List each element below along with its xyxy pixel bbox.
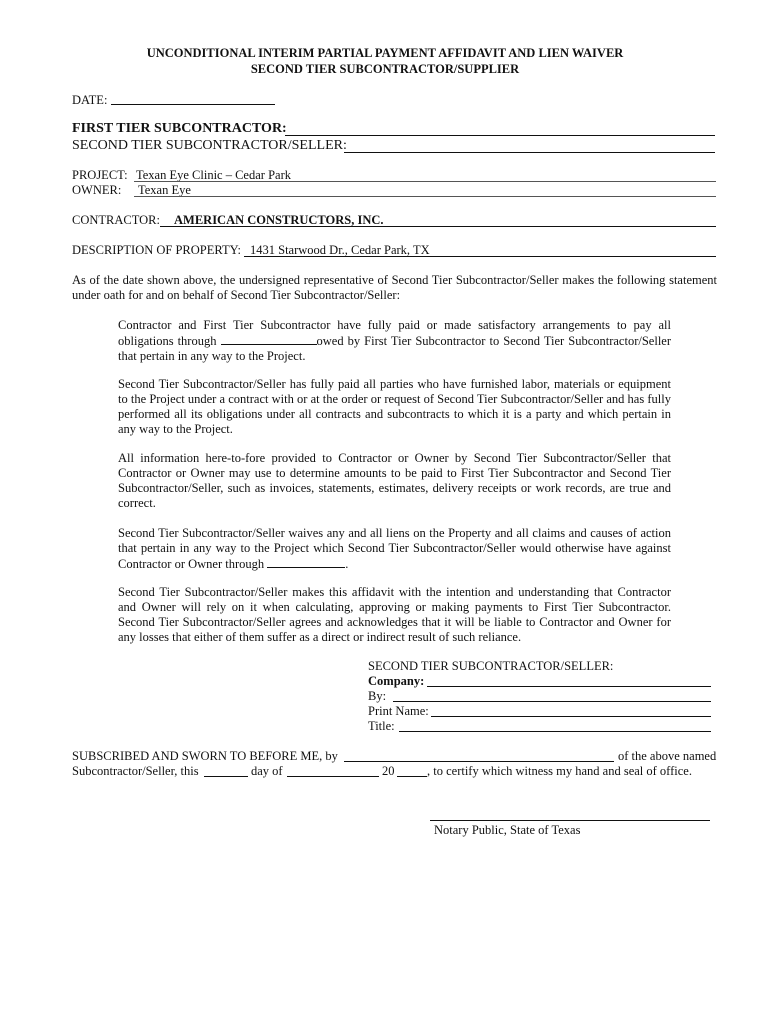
waiver-date-blank[interactable] xyxy=(267,556,345,568)
paragraph-parties-paid: Second Tier Subcontractor/Seller has fully paid all parties who have furnished labor, materials or equipment to the Project under a contract with or at the order or request of Second Tier Subcontractor/Seller and has fully performed all its obligations under all contracts and subcontracts to which it is a party and which pertain in any way to the Project. xyxy=(118,377,671,436)
second-tier-label: SECOND TIER SUBCONTRACTOR/SELLER: xyxy=(72,138,347,153)
date-field[interactable] xyxy=(111,104,275,105)
day-field[interactable] xyxy=(204,776,248,777)
contractor-label: CONTRACTOR: xyxy=(72,213,160,227)
contractor-value: AMERICAN CONSTRUCTORS, INC. xyxy=(174,213,384,227)
document-title: UNCONDITIONAL INTERIM PARTIAL PAYMENT AFFIDAVIT AND LIEN WAIVER xyxy=(146,46,624,60)
print-name-field[interactable] xyxy=(431,716,711,717)
intro-paragraph: As of the date shown above, the undersigned representative of Second Tier Subcontractor/Seller makes the following statement under oath for and on behalf of Second Tier Subcontractor/Seller: xyxy=(72,273,717,302)
sworn-line2-end: , to certify which witness my hand and seal of office. xyxy=(427,764,692,778)
title-field[interactable] xyxy=(399,731,711,732)
month-field[interactable] xyxy=(287,776,379,777)
paragraph-information: All information here-to-fore provided to Contractor or Owner by Second Tier Subcontractor/Seller that Contractor or Owner may use to determine amounts to be paid to First Tier Subcontractor and Second Tier Subcontractor/Seller, such as invoices, statements, estimates, delivery receipts or work records, are true and correct. xyxy=(118,451,671,510)
property-value: 1431 Starwood Dr., Cedar Park, TX xyxy=(250,243,430,257)
by-field[interactable] xyxy=(393,701,711,702)
paragraph-reliance: Second Tier Subcontractor/Seller makes this affidavit with the intention and understanding that Contractor and Owner will rely on it when calculating, approving or making payments to First Tier Subcontractor. Second Tier Subcontractor/Seller agrees and acknowledges that it will be liable to Contractor and Owner for any losses that either of them suffer as a direct or indirect result of such reliance. xyxy=(118,585,671,644)
through-date-blank[interactable] xyxy=(221,333,317,345)
owner-label: OWNER: xyxy=(72,183,122,197)
notary-label: Notary Public, State of Texas xyxy=(434,823,581,837)
document-subtitle: SECOND TIER SUBCONTRACTOR/SUPPLIER xyxy=(250,62,520,76)
paragraph-payment: Contractor and First Tier Subcontractor have fully paid or made satisfactory arrangements to pay all obligations through owed by First Tier Subcontractor to Second Tier Subcontractor/Seller that pertain in any way to the Project. xyxy=(118,318,671,363)
sworn-text: SUBSCRIBED AND SWORN TO BEFORE ME, by xyxy=(72,749,338,763)
second-tier-field[interactable] xyxy=(344,152,715,153)
sworn-by-field[interactable] xyxy=(344,761,614,762)
company-label: Company: xyxy=(368,674,425,688)
project-value: Texan Eye Clinic – Cedar Park xyxy=(136,168,291,182)
by-label: By: xyxy=(368,689,387,703)
notary-signature-field[interactable] xyxy=(430,820,710,821)
owner-field[interactable] xyxy=(134,196,716,197)
paragraph-waiver: Second Tier Subcontractor/Seller waives any and all liens on the Property and all claims and causes of action that pertain in any way to the Project which Second Tier Subcontractor/Seller would otherwise have against Contractor or Owner through . xyxy=(118,526,671,571)
print-name-label: Print Name: xyxy=(368,704,429,718)
sworn-text-end: of the above named xyxy=(618,749,717,763)
property-field[interactable] xyxy=(244,256,716,257)
contractor-field[interactable] xyxy=(160,226,716,227)
signature-heading: SECOND TIER SUBCONTRACTOR/SELLER: xyxy=(368,659,614,673)
first-tier-field[interactable] xyxy=(285,135,715,136)
sworn-year-prefix: 20 xyxy=(382,764,395,778)
property-label: DESCRIPTION OF PROPERTY: xyxy=(72,243,241,257)
date-label: DATE: xyxy=(72,93,108,107)
title-label: Title: xyxy=(368,719,395,733)
project-label: PROJECT: xyxy=(72,168,128,182)
project-field[interactable] xyxy=(134,181,716,182)
owner-value: Texan Eye xyxy=(138,183,191,197)
sworn-line2-start: Subcontractor/Seller, this xyxy=(72,764,199,778)
first-tier-label: FIRST TIER SUBCONTRACTOR: xyxy=(72,121,287,136)
sworn-day-of: day of xyxy=(251,764,283,778)
year-field[interactable] xyxy=(397,776,427,777)
company-field[interactable] xyxy=(427,686,711,687)
